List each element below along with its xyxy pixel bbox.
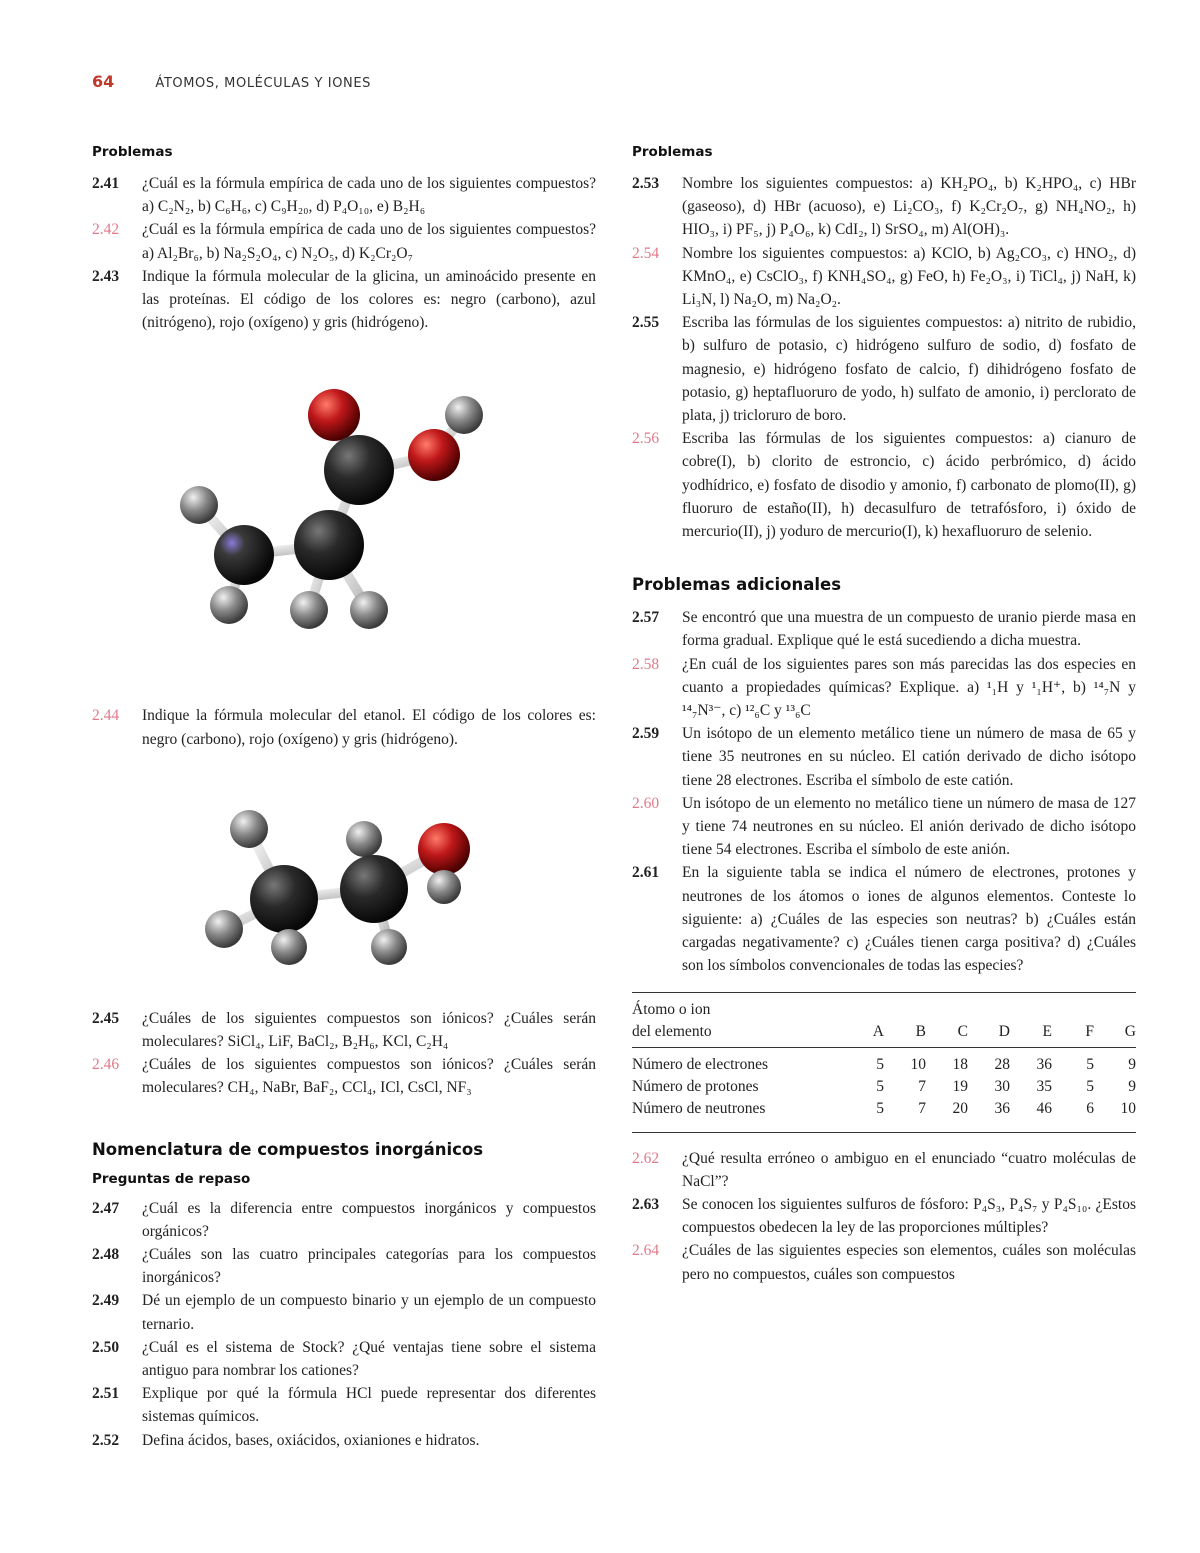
table-column-header: C	[926, 1021, 968, 1048]
table-cell: 5	[842, 1098, 884, 1133]
problem-number: 2.59	[632, 725, 660, 743]
table-column-header: F	[1052, 1021, 1094, 1048]
table-row	[632, 1047, 1136, 1076]
table-cell: 9	[1128, 1055, 1136, 1073]
problem-number: 2.58	[632, 655, 660, 673]
problem-number: 2.48	[92, 1246, 120, 1264]
problem-number: 2.43	[92, 267, 120, 285]
problem-2-51	[92, 1382, 596, 1428]
problem-text: Indique la fórmula molecular del etanol. El código de los colores es: negro (carbono), rojo (oxígeno) y gris (hidrógeno).	[142, 707, 596, 748]
problem-text: ¿Cuál es la fórmula empírica de cada uno de los siguientes compuestos? a) Al₂Br₆, b) Na₂S₂O₄, c) N₂O₅, d) K₂Cr₂O₇	[142, 221, 596, 262]
problem-text: Indique la fórmula molecular de la glicina, un aminoácido presente en las proteínas. El código de los colores es: negro (carbono), azul (nitrógeno), rojo (oxígeno) y gris (hidrógeno).	[142, 267, 596, 332]
table-column-header: A	[842, 1021, 884, 1048]
problem-text: Escriba las fórmulas de los siguientes compuestos: a) cianuro de cobre(I), b) clorito de estroncio, c) ácido perbrómico, d) ácido yodhídrico, e) fosfato de disodio y amonio, f) carbonato de plomo(II), g) fluoruro de estaño(II), h) decasulfuro de tetrafósforo, i) óxido de mercurio(II), j) yoduro de mercurio(I), k) hexafluoruro de selenio.	[682, 430, 1136, 541]
problem-text: Se conocen los siguientes sulfuros de fósforo: P₄S₃, P₄S₇ y P₄S₁₀. ¿Estos compuestos obedecen la ley de las proporciones múltiples?	[682, 1195, 1136, 1237]
problem-number: 2.52	[92, 1431, 120, 1449]
left-column	[92, 144, 596, 1452]
review-title: Preguntas de repaso	[92, 1170, 251, 1187]
glycine-molecule-image	[164, 370, 524, 670]
problem-2-56	[632, 427, 1136, 543]
table-cell: 36	[968, 1098, 1010, 1133]
problem-text: ¿Cuál es la fórmula empírica de cada uno de los siguientes compuestos? a) C₂N₂, b) C₆H₆, c) C₉H₂₀, d) P₄O₁₀, e) B₂H₆	[142, 175, 596, 216]
table-cell: 5	[1086, 1055, 1094, 1073]
page-header	[92, 72, 371, 91]
problem-2-62	[632, 1147, 1136, 1193]
table-cell: 5	[876, 1077, 884, 1095]
problem-2-53	[632, 172, 1136, 242]
right-column	[632, 144, 1136, 1286]
problem-number: 2.50	[92, 1338, 120, 1356]
table-row	[632, 1098, 1136, 1133]
table-row-label: Número de protones	[632, 1077, 759, 1095]
problem-text: En la siguiente tabla se indica el número de electrones, protones y neutrones de los átomos o iones de algunos elementos. Conteste lo siguiente: a) ¿Cuáles de las especies son neutras? b) ¿Cuáles están cargadas negativamente? c) ¿Cuáles tienen carga positiva? d) ¿Cuáles son los símbolos convencionales de todas las especies?	[682, 864, 1136, 975]
problem-2-54	[632, 242, 1136, 312]
problem-2-45	[92, 1007, 596, 1053]
table-column-header: G	[1094, 1021, 1136, 1048]
problem-number: 2.53	[632, 175, 660, 192]
table-cell: 28	[994, 1055, 1010, 1073]
problem-text: ¿En cuál de los siguientes pares son más parecidas las dos especies en cuanto a propiedades químicas? Explique. a) ¹₁H y ¹₁H⁺, b) ¹⁴₇N y ¹⁴₇N³⁻, c) ¹²₆C y ¹³₆C	[682, 655, 1136, 720]
problem-2-49	[92, 1289, 596, 1335]
problem-2-63	[632, 1193, 1136, 1239]
problem-2-64	[632, 1239, 1136, 1285]
problem-number: 2.41	[92, 175, 120, 192]
table-cell: 10	[1094, 1098, 1136, 1133]
problem-number: 2.55	[632, 314, 660, 332]
table-cell: 46	[1010, 1098, 1052, 1133]
table-cell: 5	[876, 1055, 884, 1073]
problem-text: Se encontró que una muestra de un compuesto de uranio pierde masa en forma gradual. Explique qué le está sucediendo a dicha muestra.	[682, 609, 1136, 650]
problem-text: ¿Cuáles de las siguientes especies son elementos, cuáles son moléculas pero no compuestos, cuáles son compuestos	[682, 1242, 1136, 1283]
problem-2-43	[92, 265, 596, 335]
table-cell: 20	[926, 1098, 968, 1133]
table-cell: 7	[918, 1077, 926, 1095]
problem-number: 2.42	[92, 221, 120, 239]
particle-table	[632, 992, 1136, 1133]
table-cell: 9	[1128, 1077, 1136, 1095]
problem-text: Explique por qué la fórmula HCl puede representar dos diferentes sistemas químicos.	[142, 1385, 596, 1426]
problem-list	[92, 1007, 596, 1100]
problem-text: Un isótopo de un elemento metálico tiene un número de masa de 65 y tiene 35 neutrones en su núcleo. El catión derivado de dicho isótopo tiene 28 electrones. Escriba el símbolo de este catión.	[682, 725, 1136, 789]
problem-2-58	[632, 653, 1136, 723]
problem-list	[92, 1197, 596, 1452]
table-cell: 35	[1036, 1077, 1052, 1095]
problem-number: 2.57	[632, 609, 660, 627]
section-title: Problemas	[92, 144, 173, 160]
problem-number: 2.54	[632, 244, 660, 262]
problem-number: 2.61	[632, 864, 660, 882]
table-header-line1: Átomo o ion	[632, 992, 842, 1021]
nomenclature-title: Nomenclatura de compuestos inorgánicos	[92, 1139, 484, 1159]
problem-text: Nombre los siguientes compuestos: a) KClO, b) Ag₂CO₃, c) HNO₂, d) KMnO₄, e) CsClO₃, f) KNH₄SO₄, g) FeO, h) Fe₂O₃, i) TiCl₄, j) NaH, k) Li₃N, l) Na₂O, m) Na₂O₂.	[682, 244, 1136, 309]
problem-2-41	[92, 172, 596, 218]
problem-number: 2.63	[632, 1195, 660, 1213]
problem-text: Dé un ejemplo de un compuesto binario y un ejemplo de un compuesto ternario.	[142, 1292, 596, 1333]
table-row-label: Número de electrones	[632, 1055, 768, 1073]
problem-text: ¿Cuáles de los siguientes compuestos son iónicos? ¿Cuáles serán moleculares? CH₄, NaBr, BaF₂, CCl₄, ICl, CsCl, NF₃	[142, 1056, 596, 1097]
table-cell: 7	[884, 1098, 926, 1133]
section-title: Problemas	[632, 144, 713, 160]
problem-2-46	[92, 1053, 596, 1099]
problem-2-52	[92, 1429, 596, 1452]
problem-list	[92, 172, 596, 334]
problem-2-55	[632, 311, 1136, 427]
problem-2-61	[632, 861, 1136, 977]
table-row-label: Número de neutrones	[632, 1098, 842, 1133]
problem-number: 2.46	[92, 1056, 120, 1074]
problem-2-57	[632, 606, 1136, 652]
problem-text: ¿Cuál es la diferencia entre compuestos inorgánicos y compuestos orgánicos?	[142, 1199, 596, 1240]
problem-text: ¿Cuál es el sistema de Stock? ¿Qué ventajas tiene sobre el sistema antiguo para nombrar los cationes?	[142, 1338, 596, 1380]
problem-2-60	[632, 792, 1136, 862]
table-cell: 10	[910, 1055, 926, 1073]
problem-2-42	[92, 218, 596, 264]
table-cell: 30	[994, 1077, 1010, 1095]
page-number: 64	[92, 72, 115, 91]
ethanol-molecule-image	[174, 789, 514, 969]
problem-text: ¿Cuáles son las cuatro principales categorías para los compuestos inorgánicos?	[142, 1246, 596, 1287]
problem-number: 2.62	[632, 1149, 660, 1167]
problem-list	[92, 704, 596, 750]
table-cell: 36	[1036, 1055, 1052, 1073]
problem-number: 2.56	[632, 430, 660, 448]
table-cell: 19	[952, 1077, 968, 1095]
table-cell: 5	[1086, 1077, 1094, 1095]
table-column-header: E	[1010, 1021, 1052, 1048]
problem-text: ¿Qué resulta erróneo o ambiguo en el enunciado “cuatro moléculas de NaCl”?	[682, 1149, 1136, 1190]
problem-text: Nombre los siguientes compuestos: a) KH₂PO₄, b) K₂HPO₄, c) HBr (gaseoso), d) HBr (acuoso), e) Li₂CO₃, f) K₂Cr₂O₇, g) NH₄NO₂, h) HIO₃, i) PF₅, j) P₄O₆, k) CdI₂, l) SrSO₄, m) Al(OH)₃.	[682, 175, 1136, 239]
additional-problems-title: Problemas adicionales	[632, 575, 842, 595]
problem-text: Un isótopo de un elemento no metálico tiene un número de masa de 127 y tiene 74 neutrones en su núcleo. El anión derivado de dicho isótopo tiene 54 electrones. Escriba el símbolo de este anión.	[682, 794, 1136, 859]
table-row	[632, 1076, 1136, 1098]
problem-2-47	[92, 1197, 596, 1243]
problem-2-50	[92, 1336, 596, 1382]
problem-number: 2.47	[92, 1199, 120, 1217]
table-column-header: B	[884, 1021, 926, 1048]
table-cell: 18	[952, 1055, 968, 1073]
table-header-line2: del elemento	[632, 1021, 842, 1048]
problem-2-44	[92, 704, 596, 750]
problem-number: 2.49	[92, 1292, 120, 1310]
problem-text: Escriba las fórmulas de los siguientes compuestos: a) nitrito de rubidio, b) sulfuro de potasio, c) hidrógeno sulfuro de sodio, d) fosfato de magnesio, e) hidrógeno fosfato de calcio, f) dihidrógeno fosfato de potasio, g) heptafluoruro de yodo, h) sulfato de amonio, i) perclorato de plata, j) tricloruro de boro.	[682, 314, 1136, 425]
table-column-header: D	[968, 1021, 1010, 1048]
problem-text: Defina ácidos, bases, oxiácidos, oxianiones e hidratos.	[142, 1431, 480, 1449]
problem-number: 2.64	[632, 1242, 660, 1260]
problem-2-48	[92, 1243, 596, 1289]
table-cell: 6	[1052, 1098, 1094, 1133]
problem-list	[632, 172, 1136, 543]
problem-list	[632, 606, 1136, 977]
problem-number: 2.60	[632, 794, 660, 812]
problem-number: 2.51	[92, 1385, 120, 1403]
problem-2-59	[632, 722, 1136, 792]
problem-number: 2.44	[92, 707, 120, 725]
running-title: ÁTOMOS, MOLÉCULAS Y IONES	[155, 76, 372, 91]
problem-list	[632, 1147, 1136, 1286]
problem-number: 2.45	[92, 1009, 120, 1027]
problem-text: ¿Cuáles de los siguientes compuestos son iónicos? ¿Cuáles serán moleculares? SiCl₄, LiF, BaCl₂, B₂H₆, KCl, C₂H₄	[142, 1009, 596, 1051]
